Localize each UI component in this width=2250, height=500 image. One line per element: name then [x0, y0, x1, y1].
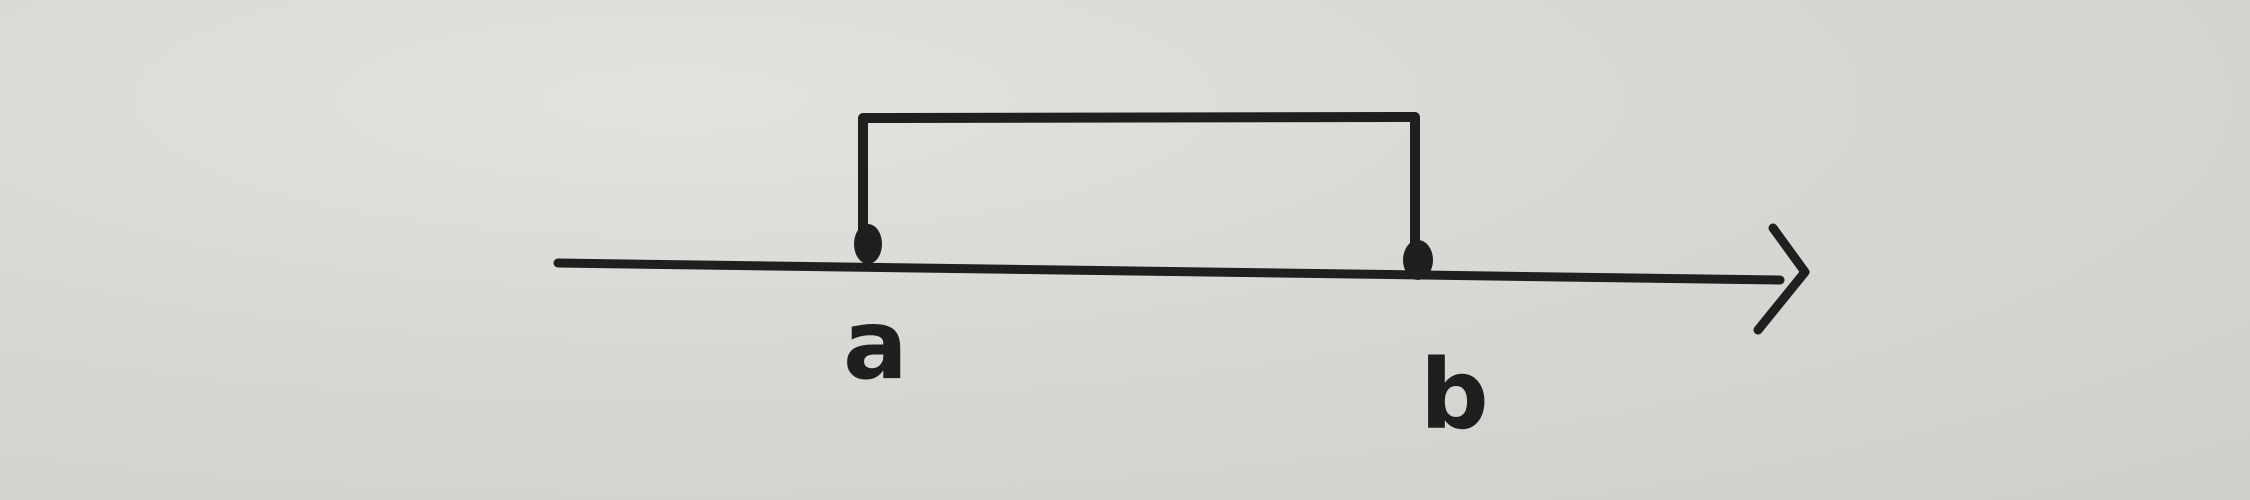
endpoint-a-label: a	[843, 289, 908, 401]
number-line-axis	[558, 263, 1780, 280]
endpoint-b-marker	[1403, 240, 1433, 280]
endpoint-b-label: b	[1420, 339, 1489, 451]
endpoint-a-marker	[854, 224, 882, 264]
interval-bracket	[863, 117, 1415, 255]
